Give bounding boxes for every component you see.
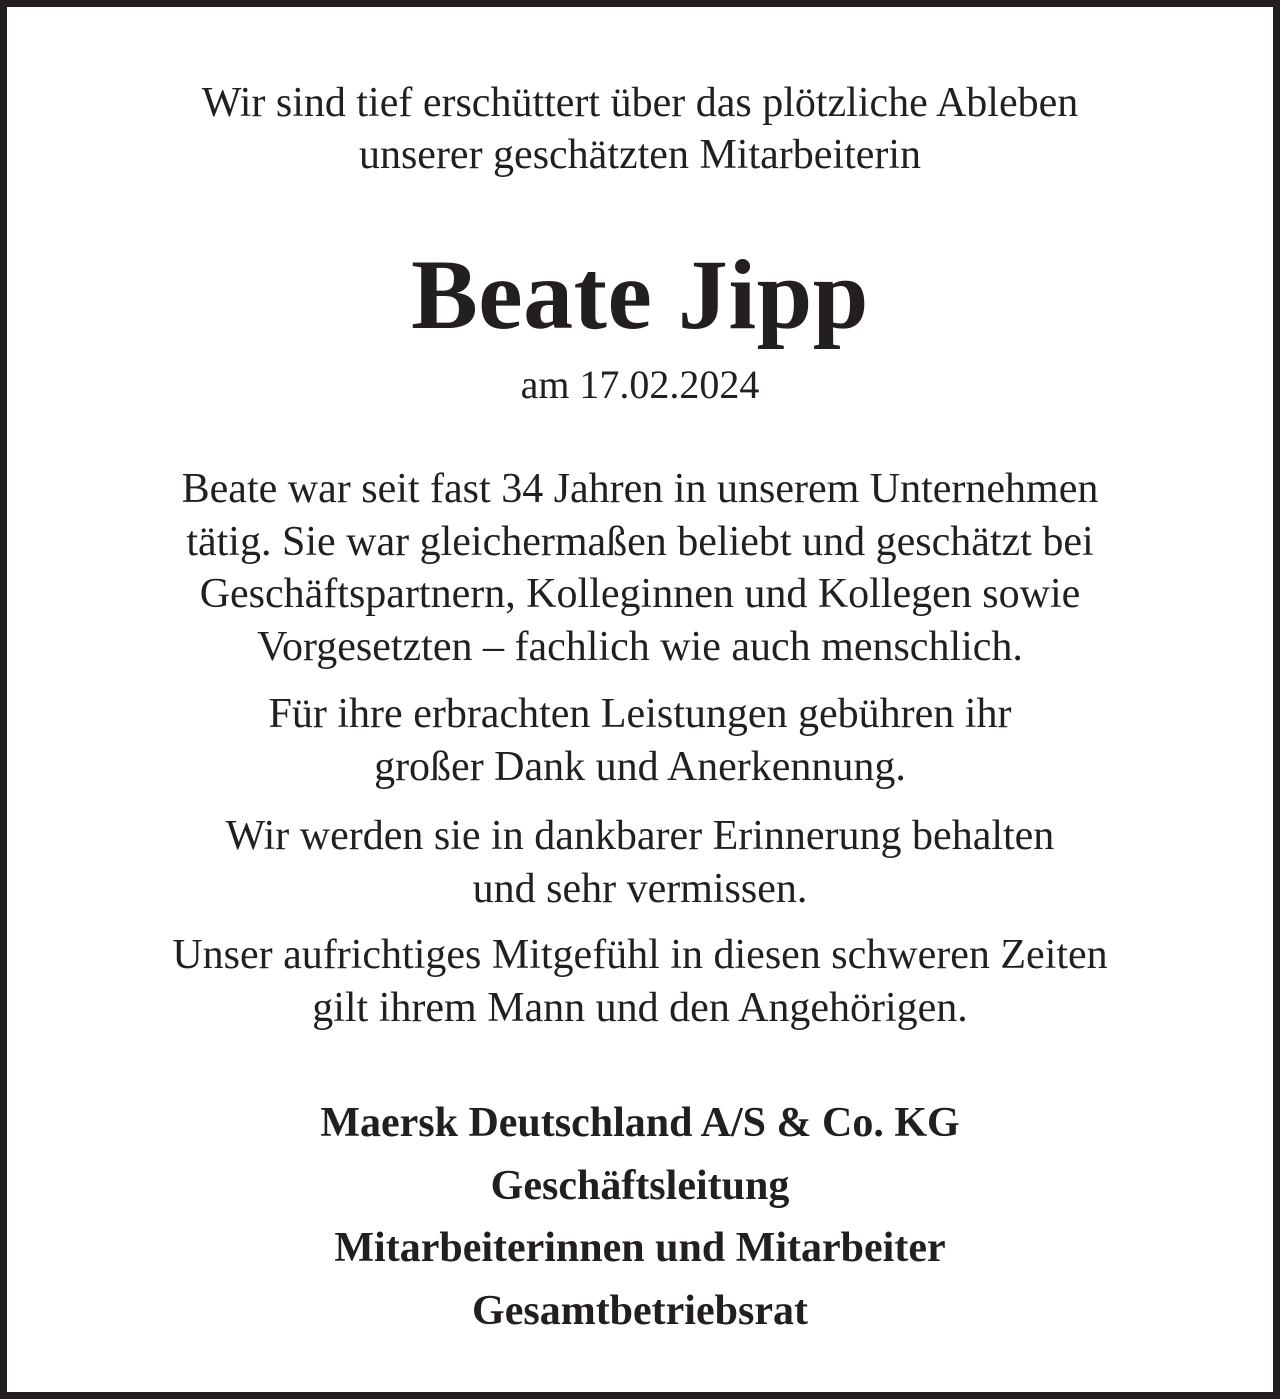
signatory-employees: Mitarbeiterinnen und Mitarbeiter <box>334 1225 946 1271</box>
paragraph-line: Vorgesetzten – fachlich wie auch menschlich. <box>257 623 1023 670</box>
thanks-paragraph <box>7 688 1273 793</box>
paragraph-line: Für ihre erbrachten Leistungen gebühren ihr <box>268 691 1012 737</box>
signatory-management: Geschäftsleitung <box>490 1162 790 1209</box>
paragraph-line: großer Dank und Anerkennung. <box>374 743 906 790</box>
company-name: Maersk Deutschland A/S & Co. KG <box>320 1100 960 1146</box>
paragraph-line: Beate war seit fast 34 Jahren in unserem Unternehmen <box>181 466 1099 512</box>
paragraph-line: tätig. Sie war gleichermaßen beliebt und geschätzt bei <box>186 518 1094 565</box>
paragraph-line: Geschäftspartnern, Kolleginnen und Kollegen sowie <box>199 571 1081 617</box>
intro-line: unserer geschätzten Mitarbeiterin <box>358 132 922 178</box>
signatory-works-council: Gesamtbetriebsrat <box>472 1287 808 1334</box>
remembrance-paragraph <box>7 810 1273 915</box>
paragraph-line: und sehr vermissen. <box>472 865 808 912</box>
paragraph-line: Unser aufrichtiges Mitgefühl in diesen schweren Zeiten <box>172 932 1108 978</box>
paragraph-line: gilt ihrem Mann und den Angehörigen. <box>312 984 968 1031</box>
intro-line: Wir sind tief erschüttert über das plötzliche Ableben <box>201 80 1079 126</box>
condolence-paragraph <box>7 929 1273 1034</box>
intro-text <box>7 77 1273 181</box>
date-of-death: am 17.02.2024 <box>520 362 760 407</box>
deceased-name: Beate Jipp <box>411 239 869 350</box>
paragraph-line: Wir werden sie in dankbarer Erinnerung behalten <box>225 813 1055 859</box>
signatories <box>7 1092 1273 1342</box>
tribute-paragraph <box>7 463 1273 673</box>
